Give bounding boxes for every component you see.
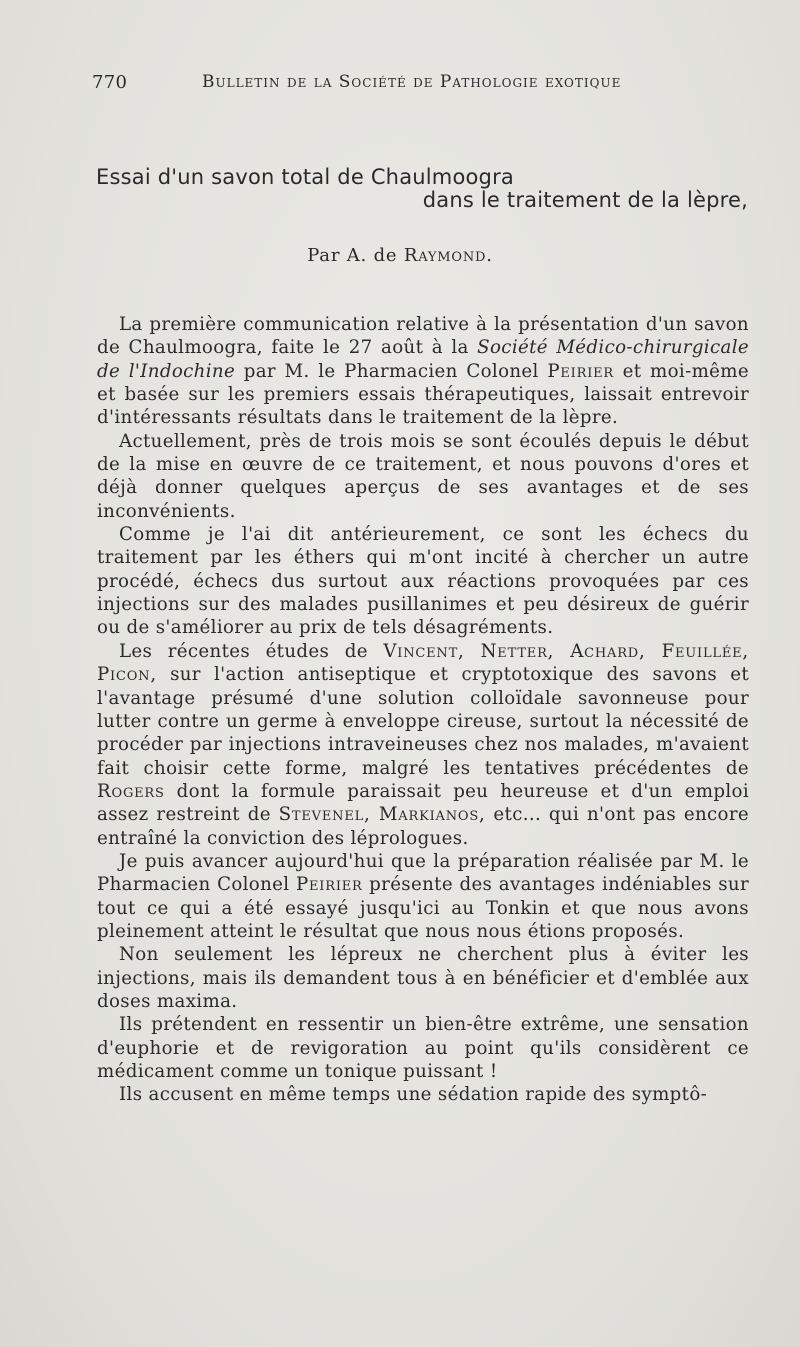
paragraph-6: Non seulement les lépreux ne cherchent plus à éviter les injections, mais ils demandent tous à en bénéficier et d'emblée aux doses maxima. — [97, 944, 749, 1012]
paragraph-8: Ils accusent en même temps une sédation rapide des symptô- — [119, 1084, 708, 1106]
p1-text-c: par M. le Pharmacien Colonel — [235, 360, 548, 382]
paragraph-2: Actuellement, près de trois mois se sont écoulés depuis le début de la mise en œuvre de ce traitement, et nous pouvons d'ores et déjà donner quelques aperçus de ses avantages et de ses inconvénients. — [97, 430, 749, 522]
person-name: Rogers — [97, 780, 165, 802]
p4-text-a: Les récentes études de — [119, 640, 384, 662]
author-name: Raymond. — [403, 245, 493, 266]
p1-text-a: La première communication relative à la présentation d'un savon de Chaulmoogra, faite le 27 août à la — [97, 314, 749, 359]
paragraph-4 — [97, 640, 749, 850]
article-title-line-1: Essai d'un savon total de Chaulmoogra — [96, 165, 514, 189]
page-number: 770 — [92, 72, 128, 93]
paragraph-1 — [97, 313, 749, 430]
author-byline — [0, 245, 800, 266]
journal-title: Bulletin de la Société de Pathologie exotique — [202, 72, 622, 92]
author-prefix: Par A. de — [307, 245, 398, 266]
person-name: Peirier — [295, 874, 363, 896]
p5-text-c: présente des avantages indéniables sur tout ce qui a été essayé jusqu'ici au Tonkin et que nous avons pleinement atteint le résultat que nous nous étions proposés. — [97, 874, 749, 942]
paragraph-7: Ils prétendent en ressentir un bien-être extrême, une sensation d'euphorie et de revigoration au point qu'ils considèrent ce médicament comme un tonique puissant ! — [97, 1014, 749, 1082]
society-name: Société Médico-chirurgicale de l'Indochine — [97, 337, 749, 382]
paragraph-5 — [97, 850, 749, 943]
paragraph-3: Comme je l'ai dit antérieurement, ce sont les échecs du traitement par les éthers qui m'ont incité à chercher un autre procédé, échecs dus surtout aux réactions provoquées par ces injections sur des malades pusillanimes et peu désireux de guérir ou de s'améliorer au prix de tels désagréments. — [97, 524, 749, 639]
researcher-names: Stevenel, Markianos, — [278, 804, 486, 826]
p4-text-e: dont la formule paraissait peu heureuse et d'un emploi assez restreint de — [97, 780, 749, 826]
p4-text-c: sur l'action antiseptique et cryptotoxique des savons et l'avantage présumé d'une solution colloïdale savonneuse pour lutter contre un germe à enveloppe cireuse, surtout la nécessité de procéder par injections intraveineuses chez nos malades, m'avaient fait choisir cette forme, malgré les tentatives précédentes de — [97, 664, 749, 779]
article-body — [97, 313, 749, 1107]
article-title-line-2: dans le traitement de la lèpre, — [422, 188, 748, 212]
researcher-names: Vincent, Netter, Achard, Feuillée, Picon, — [97, 640, 749, 686]
p4-text-g: etc... qui n'ont pas encore entraîné la conviction des léprologues. — [97, 804, 750, 849]
p1-text-e: et moi-même et basée sur les premiers essais thérapeutiques, laissait entrevoir d'intéressants résultats dans le traitement de la lèpre. — [97, 360, 749, 429]
person-name: Peirier — [547, 360, 615, 382]
p5-text-a: Je puis avancer aujourd'hui que la préparation réalisée par M. le Pharmacien Colonel — [97, 850, 749, 896]
